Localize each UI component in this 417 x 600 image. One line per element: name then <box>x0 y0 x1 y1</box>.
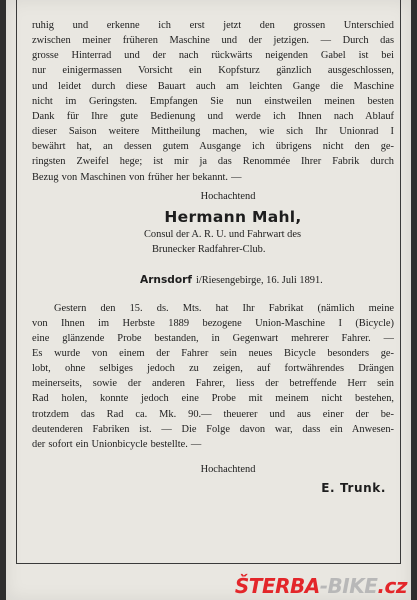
watermark-part: ŠTERBA <box>234 574 320 598</box>
text-line: Bezug von Maschinen von früher her bekannt. — <box>32 171 242 183</box>
text-line: und leidet durch diese Bauart auch am leichten Gange die Maschine <box>32 80 394 92</box>
text-line: nicht im Geringsten. Empfangen Sie nun einstweilen meinen besten <box>32 95 394 107</box>
letter1-signature: Hermann Mahl, <box>164 207 302 226</box>
scanned-page <box>6 0 411 600</box>
watermark-part: -BIKE <box>319 574 378 598</box>
text-line: zwischen meiner früheren Maschine und der jetzigen. — Durch das <box>32 35 394 47</box>
signature-title-line: Consul der A. R. U. und Fahrwart des <box>144 229 302 241</box>
text-line: grosse Hinterrad und der nach rückwärts neigenden Gabel ist bei <box>32 50 394 62</box>
text-line: nur einigermassen Vorsicht ein Kopfsturz gänzlich ausgeschlossen, <box>32 65 394 77</box>
text-line: dieser Saison weitere Mittheilung machen, wie sich Ihr Unionrad I <box>32 126 394 138</box>
letter2-dateline <box>32 273 394 288</box>
text-line: Dank für Ihre gute Bedienung und werde ich Ihnen nach Ablauf <box>32 110 394 122</box>
text-line: lobt, ohne selbiges jedoch zu zeigen, auf fortwährendes Drängen <box>32 363 394 375</box>
signature-title-line: Brunecker Radfahrer-Club. <box>152 244 266 256</box>
letter2-closing: Hochachtend <box>200 464 256 476</box>
text-line: der sofort ein Unionbicycle bestellte. — <box>32 438 202 450</box>
text-line: bewährt hat, an dessen gutem Ausgange ich übrigens nicht den ge- <box>32 141 394 153</box>
site-watermark-logo <box>235 576 407 596</box>
letter1-paragraph <box>32 18 394 185</box>
text-line: von Ihnen im Herbste 1889 bezogene Union-Maschine I (Bicycle) <box>32 317 394 329</box>
letter2-signature: E. Trunk. <box>321 481 386 496</box>
text-line: Es wurde von einem der Fahrer sein neues Bicycle besonders ge- <box>32 347 394 359</box>
text-line: ruhig und erkenne ich erst jetzt den grossen Unterschied <box>32 20 394 31</box>
text-line: meinerseits, sowie der anderen Fahrer, liess der betreffende Herr sein <box>32 378 394 390</box>
letter2-date: i/Riesengebirge, 16. Juli 1891. <box>195 275 323 287</box>
letter1-signature-title <box>32 227 394 257</box>
letter-content <box>32 18 394 496</box>
text-line: Gestern den 15. ds. Mts. hat Ihr Fabrikat (nämlich meine <box>54 302 394 314</box>
letter1-closing: Hochachtend <box>200 190 256 202</box>
watermark-part: .cz <box>377 574 407 598</box>
text-line: eine glänzende Probe bestanden, in Gegenwart mehrerer Fahrer. — <box>32 332 394 344</box>
letter2-place: Arnsdorf <box>140 274 192 287</box>
letter2-paragraph <box>32 301 394 453</box>
text-line: deutenderen Fabriken ist. — Die Folge davon war, dass ein Anwesen- <box>32 423 394 435</box>
text-line: ringsten Zweifel hege; ist mir ja das Renommée Ihrer Fabrik durch <box>32 156 394 168</box>
text-line: trotzdem das Rad ca. Mk. 90.— theuerer und aus einer der be- <box>32 408 394 420</box>
text-line: Rad holen, konnte jedoch eine Probe mit meinem nicht bestehen, <box>32 393 394 405</box>
